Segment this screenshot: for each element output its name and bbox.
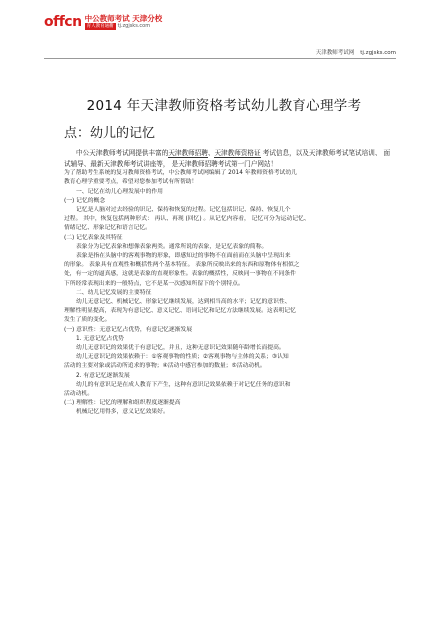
body-line: 过程。 其中，恢复包括两种形式： 再认、再现 (回忆) 。从记忆内容看， 记忆可分为运动记忆、	[64, 216, 310, 223]
logo-sub-url: tj.zgjsks.com	[117, 23, 151, 29]
header-site-info	[310, 48, 396, 56]
intro-part1: 中公天津教师考试网提供丰富的	[76, 149, 169, 157]
body-line: 记忆是人脑对过去经验的识记、保持和恢复的过程。记忆包括识记、保持、恢复几个	[76, 207, 291, 213]
intro-part2: 考试信息，以及天津教师考试笔试培训、 面试辅导、最新天津教师考试讲座等， 是天津教师招聘考试第一门户网站！	[64, 149, 391, 168]
logo-text	[85, 14, 163, 30]
subsection-heading: (一) 意识性：无意记忆占优势，有意记忆逐渐发展	[64, 326, 193, 333]
offcn-logo[interactable]	[44, 14, 162, 30]
subsection-heading: (一) 记忆的概念	[64, 197, 106, 204]
header-site-name: 天津教师考试网	[315, 50, 355, 56]
body-line: 表象是指在头脑中的客观事物的形象，即感知过的事物不在面前而在头脑中呈现出来	[76, 253, 291, 260]
header-divider	[44, 58, 396, 59]
document-title: 2014 年天津教师资格考试幼儿教育心理学考	[86, 98, 362, 114]
logo-sub-tag: 育人教育通衢	[86, 24, 114, 29]
document-body	[64, 148, 394, 418]
logo-mark	[44, 14, 82, 30]
intro-separator: 、	[207, 149, 215, 157]
body-line: 幼儿无意识记的效果依赖于：①客观事物的性质；②客观事物与主体的关系；③认知	[76, 354, 289, 361]
body-line: 为了帮助考生系统的复习教师资格考试，中公教师考试网编辑了 2014 年教师资格考试幼儿	[64, 170, 297, 177]
body-line: 幼儿的有意识记是在成人教育下产生，这种有意识记效果依赖于对记忆任务的意识和	[76, 381, 291, 388]
body-line: 理解性明显提高，表现为有意记忆、意义记忆、语词记忆和记忆方法继续发展。这表明记忆	[64, 308, 296, 315]
body-line: 幼儿无意记忆、机械记忆、形象记忆继续发展，达到相当高的水平；记忆的意识性、	[76, 299, 291, 306]
header-site-url[interactable]: tj.zgjsks.com	[360, 50, 396, 56]
link-tianjin-teacher-qualification[interactable]: 天津教师资格证	[214, 149, 261, 157]
body-line: 机械记忆用得多，意义记忆效果好。	[76, 409, 169, 416]
body-line: 处，有一定的逼真感，这就是表象的直观形象性。表象的概括性，反映同一事物在不同条件	[64, 271, 296, 278]
body-line: 教育心理学重要考点，希望对您参加考试有所帮助！	[64, 179, 198, 186]
page-header	[44, 14, 396, 60]
section-heading: 一、记忆在幼儿心理发展中的作用	[76, 188, 163, 195]
logo-mark-text: offcn	[44, 14, 82, 30]
section-heading: 二、幼儿记忆发展的主要特征	[76, 289, 152, 296]
body-line: 幼儿无意识记的效果优于有意记忆，并且，这种无意识记效果随年龄增长而提高。	[76, 345, 285, 352]
intro-paragraph	[64, 148, 394, 169]
link-tianjin-teacher-recruitment[interactable]: 天津教师招聘	[168, 149, 208, 157]
body-line: 下所经常表现出来的一般特点，它不是某一次感知所留下的个别特点。	[64, 280, 244, 287]
point-heading: 1. 无意记忆占优势	[76, 335, 124, 342]
body-line: 情绪记忆、形象记忆和语言记忆。	[64, 225, 151, 232]
logo-subline	[85, 23, 163, 30]
body-line: 发生了质的变化。	[64, 317, 111, 324]
body-line: 的形象。 表象具有直观性和概括性两个基本特征。 表象所反映出来的东西和原物体有相似之	[64, 262, 300, 269]
subsection-heading: (二) 记忆表象及其特征	[64, 234, 123, 241]
subsection-heading: (二) 理解性：记忆的理解和组织程度逐渐提高	[64, 400, 181, 407]
body-line: 活动动机。	[64, 391, 93, 398]
point-heading: 2. 有意记忆逐渐发展	[76, 372, 130, 379]
document-subtitle: 点：幼儿的记忆	[64, 126, 156, 141]
logo-title: 中公教师考试 天津分校	[84, 14, 163, 23]
body-line: 活动的主要对象或活动所追求的事物；④活动中感官参加的数量；⑤活动动机。	[64, 363, 266, 370]
body-line: 表象分为记忆表象和想像表象两类。通常所说的表象，是记忆表象的简称。	[76, 243, 268, 250]
